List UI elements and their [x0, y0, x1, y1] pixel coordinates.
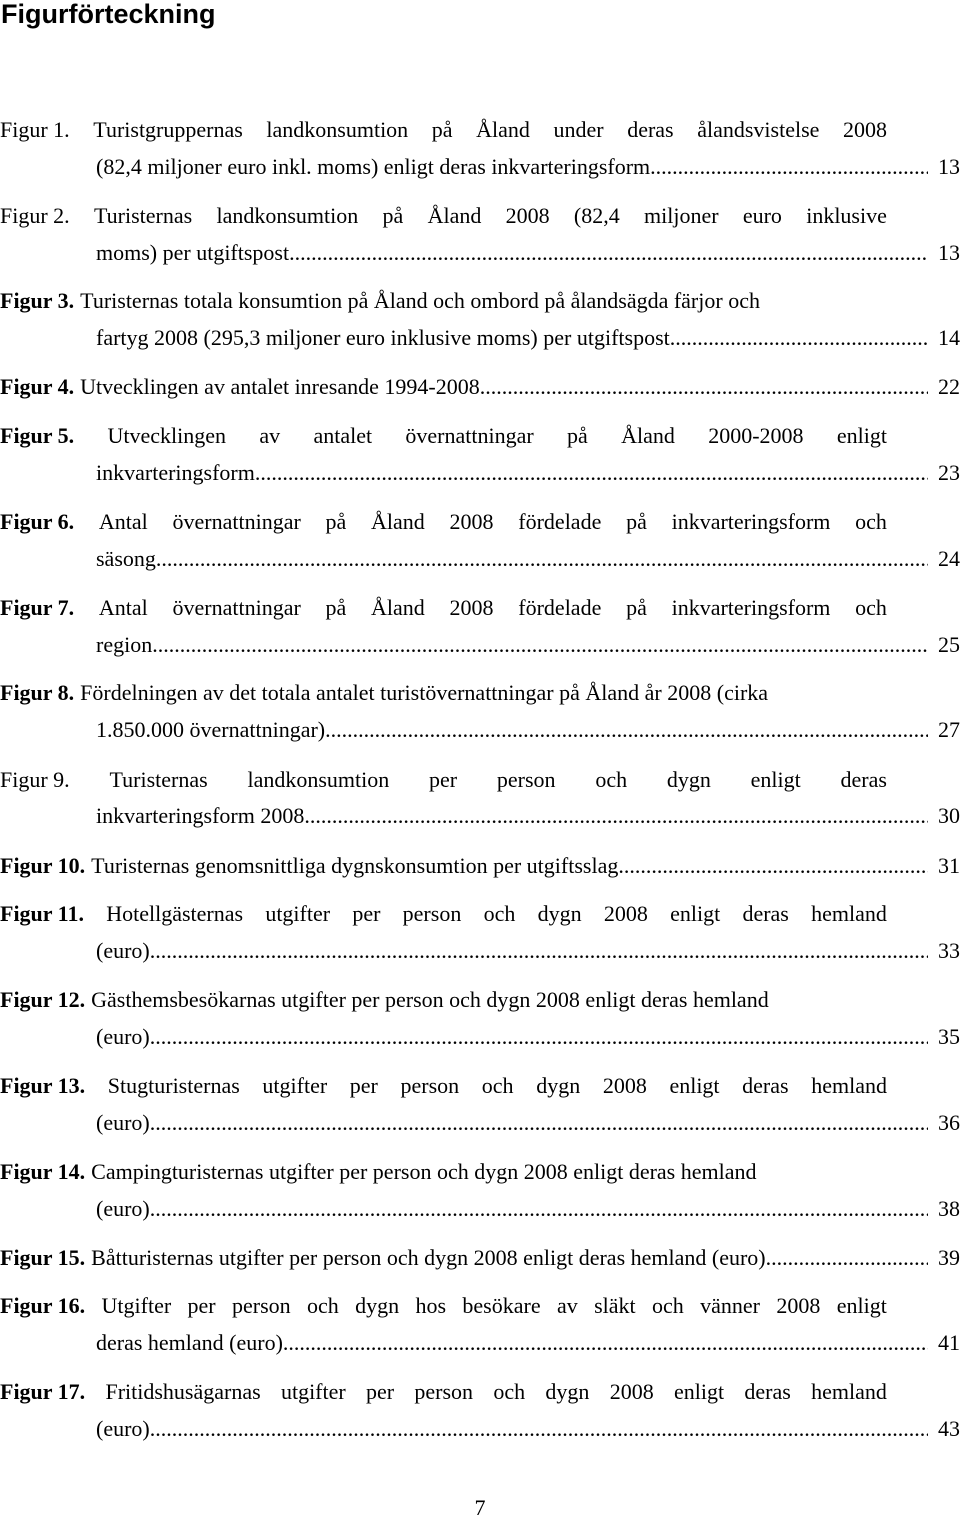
figure-title: Turisternas totala konsumtion på Åland och ombord på ålandsägda färjor och: [80, 288, 760, 313]
dot-leader: [670, 323, 928, 353]
toc-entry-leader-line: [96, 458, 960, 488]
toc-entry-title-line: [0, 678, 887, 708]
title-word: miljoner: [644, 203, 719, 228]
title-word: på: [325, 509, 347, 534]
toc-entry-title-line: [0, 421, 887, 451]
title-word: på: [382, 203, 404, 228]
toc-entry-title-line: [0, 593, 887, 623]
title-word: Utvecklingen: [107, 423, 227, 448]
title-word: på: [431, 117, 453, 142]
title-word: dygn: [355, 1293, 400, 1318]
figure-title-continued: (euro): [96, 1196, 150, 1221]
page-reference[interactable]: 41: [938, 1330, 960, 1355]
title-word: på: [626, 509, 647, 534]
title-word: dygn: [666, 767, 711, 792]
title-word: Antal: [98, 509, 148, 534]
dot-leader: [255, 458, 928, 488]
title-word: dygn: [545, 1379, 590, 1404]
page-reference[interactable]: 43: [938, 1416, 960, 1441]
page-reference[interactable]: 13: [938, 154, 960, 179]
title-word: per: [366, 1379, 395, 1404]
figure-title-continued: säsong: [96, 546, 156, 571]
dot-leader: [150, 1108, 928, 1138]
toc-entry-title-line: [0, 1157, 887, 1187]
figure-title-continued: moms) per utgiftspost.: [96, 240, 295, 265]
title-word: 2008: [776, 1293, 821, 1318]
dot-leader: [152, 630, 928, 660]
title-word: enligt: [836, 423, 887, 448]
dot-leader: [150, 1414, 928, 1444]
title-word: och: [652, 1293, 684, 1318]
title-word: Utgifter: [101, 1293, 172, 1318]
figure-title-continued: (euro): [96, 938, 150, 963]
page-reference[interactable]: 31: [938, 853, 960, 878]
toc-entry-leader-line: [96, 544, 960, 574]
figure-label: Figur 12.: [0, 987, 86, 1012]
title-word: Antal: [98, 595, 148, 620]
dot-leader: [618, 851, 928, 881]
toc-entry-leader-line: [96, 1194, 960, 1224]
page-reference[interactable]: 25: [938, 632, 960, 657]
page-reference[interactable]: 24: [938, 546, 960, 571]
title-word: ålandsvistelse: [697, 117, 820, 142]
figure-label: Figur 6.: [0, 509, 75, 534]
title-word: under: [553, 117, 604, 142]
title-word: enligt: [674, 1379, 725, 1404]
figure-title-continued: fartyg 2008 (295,3 miljoner euro inklusive moms) per utgiftspost: [96, 325, 670, 350]
title-word: av: [556, 1293, 578, 1318]
title-word: Turistgruppernas: [93, 117, 243, 142]
title-word: på: [626, 595, 647, 620]
page-reference[interactable]: 33: [938, 938, 960, 963]
dot-leader: [480, 372, 928, 402]
figure-label: Figur 2.: [0, 203, 70, 228]
title-word: dygn: [537, 901, 582, 926]
page-reference[interactable]: 36: [938, 1110, 960, 1135]
title-word: per: [349, 1073, 378, 1098]
toc-entry-leader-line: [96, 1108, 960, 1138]
figure-title-continued: inkvarteringsform 2008: [96, 803, 305, 828]
title-word: Åland: [427, 203, 482, 228]
title-word: Turisternas: [93, 203, 193, 228]
title-word: hemland: [811, 1073, 887, 1098]
dot-leader: [283, 1328, 928, 1358]
figure-label: Figur 14.: [0, 1159, 86, 1184]
title-word: Hotellgästernas: [106, 901, 244, 926]
dot-leader: [150, 1022, 928, 1052]
dot-leader: [295, 238, 928, 268]
title-word: inkvarteringsform: [671, 509, 831, 534]
title-word: person: [231, 1293, 291, 1318]
title-word: på: [325, 595, 347, 620]
toc-entry-leader-line: [96, 323, 960, 353]
title-word: och: [307, 1293, 339, 1318]
figure-title-continued: deras hemland (euro): [96, 1330, 283, 1355]
figure-title-continued: (euro): [96, 1416, 150, 1441]
figure-label: Figur 3.: [0, 288, 75, 313]
figure-label: Figur 13.: [0, 1073, 86, 1098]
title-word: enligt: [670, 901, 721, 926]
title-word: och: [595, 767, 628, 792]
title-word: 2000-2008: [708, 423, 804, 448]
title-word: Åland: [621, 423, 675, 448]
title-word: deras: [840, 767, 887, 792]
title-word: enligt: [669, 1073, 720, 1098]
title-word: släkt: [594, 1293, 636, 1318]
dot-leader: [156, 544, 928, 574]
title-word: 2008: [609, 1379, 654, 1404]
page-reference[interactable]: 35: [938, 1024, 960, 1049]
title-word: övernattningar: [172, 595, 301, 620]
figure-title: Utvecklingen av antalet inresande 1994-2008: [80, 374, 480, 399]
dot-leader: [150, 1194, 928, 1224]
page-reference[interactable]: 38: [938, 1196, 960, 1221]
figure-title: Campingturisternas utgifter per person och dygn 2008 enligt deras hemland: [91, 1159, 757, 1184]
figure-title-continued: (82,4 miljoner euro inkl. moms) enligt deras inkvarteringsform.: [96, 154, 656, 179]
figure-title-continued: inkvarteringsform: [96, 460, 255, 485]
toc-entry-title-line: [0, 115, 887, 145]
dot-leader: [766, 1243, 928, 1273]
title-word: 2008: [843, 117, 887, 142]
title-word: person: [400, 1073, 460, 1098]
title-word: hemland: [811, 1379, 887, 1404]
title-word: person: [414, 1379, 474, 1404]
toc-entry-leader-line: [96, 936, 960, 966]
toc-entry-leader-line: [96, 152, 960, 182]
toc-entry-leader-line: [0, 1243, 960, 1273]
title-word: enligt: [836, 1293, 887, 1318]
page-reference[interactable]: 13: [938, 240, 960, 265]
dot-leader: [304, 801, 928, 831]
title-word: antalet: [313, 423, 373, 448]
title-word: hemland: [811, 901, 887, 926]
title-word: enligt: [750, 767, 801, 792]
title-word: deras: [742, 901, 789, 926]
figure-title: Gästhemsbesökarnas utgifter per person och dygn 2008 enligt deras hemland: [91, 987, 769, 1012]
title-word: dygn: [536, 1073, 581, 1098]
page-reference[interactable]: 23: [938, 460, 960, 485]
toc-entry-leader-line: [0, 372, 960, 402]
title-word: (82,4: [573, 203, 620, 228]
title-word: euro: [742, 203, 782, 228]
title-word: på: [567, 423, 588, 448]
title-word: utgifter: [280, 1379, 346, 1404]
title-word: och: [481, 1073, 514, 1098]
figure-label: Figur 7.: [0, 595, 75, 620]
title-word: Fritidshusägarnas: [105, 1379, 261, 1404]
toc-entry-leader-line: [96, 801, 960, 831]
toc-entry-title-line: [0, 286, 887, 316]
title-word: utgifter: [265, 901, 331, 926]
page-reference[interactable]: 39: [938, 1245, 960, 1270]
title-word: och: [855, 595, 887, 620]
toc-entry-leader-line: [0, 851, 960, 881]
title-word: 2008: [603, 901, 648, 926]
toc-entry-title-line: [0, 1377, 887, 1407]
title-word: deras: [627, 117, 674, 142]
title-word: fördelade: [518, 509, 602, 534]
figure-title: Fördelningen av det totala antalet turistövernattningar på Åland år 2008 (cirka: [80, 680, 769, 705]
title-word: vänner: [700, 1293, 760, 1318]
title-word: och: [855, 509, 887, 534]
figure-label: Figur 10.: [0, 853, 86, 878]
title-word: Åland: [371, 595, 425, 620]
page-reference[interactable]: 27: [938, 717, 960, 742]
title-word: övernattningar: [405, 423, 534, 448]
toc-entry-leader-line: [96, 630, 960, 660]
title-word: landkonsumtion: [216, 203, 359, 228]
toc-entry-title-line: [0, 899, 887, 929]
title-word: deras: [744, 1379, 791, 1404]
title-word: och: [483, 901, 516, 926]
toc-entry-title-line: [0, 765, 887, 795]
figure-title-continued: region: [96, 632, 153, 657]
page-number: 7: [474, 1495, 486, 1520]
toc-entry-leader-line: [96, 1022, 960, 1052]
toc-entry-title-line: [0, 1071, 887, 1101]
figure-label: Figur 8.: [0, 680, 75, 705]
title-word: besökare: [462, 1293, 541, 1318]
title-word: Åland: [371, 509, 425, 534]
title-word: 2008: [602, 1073, 647, 1098]
title-word: 2008: [449, 595, 494, 620]
title-word: fördelade: [518, 595, 602, 620]
title-word: Åland: [476, 117, 530, 142]
title-word: landkonsumtion: [266, 117, 409, 142]
title-word: inkvarteringsform: [671, 595, 831, 620]
dot-leader: [325, 715, 928, 745]
figure-label: Figur 11.: [0, 901, 84, 926]
toc-entry-leader-line: [96, 1414, 960, 1444]
toc-entry-leader-line: [96, 715, 960, 745]
dot-leader: [656, 152, 928, 182]
figure-title: Turisternas genomsnittliga dygnskonsumtion per utgiftsslag: [91, 853, 619, 878]
title-word: Stugturisternas: [107, 1073, 240, 1098]
figure-label: Figur 5.: [0, 423, 75, 448]
dot-leader: [150, 936, 928, 966]
figure-label: Figur 16.: [0, 1293, 86, 1318]
page-reference[interactable]: 30: [938, 803, 960, 828]
title-word: inklusive: [806, 203, 887, 228]
figure-label: Figur 1.: [0, 117, 70, 142]
title-word: utgifter: [262, 1073, 328, 1098]
page-reference[interactable]: 22: [938, 374, 960, 399]
figure-title: Båtturisternas utgifter per person och dygn 2008 enligt deras hemland (euro): [91, 1245, 766, 1270]
title-word: och: [493, 1379, 526, 1404]
title-word: person: [402, 901, 462, 926]
toc-entry-leader-line: [96, 238, 960, 268]
page-title: Figurförteckning: [1, 0, 216, 29]
figure-label: Figur 4.: [0, 374, 75, 399]
title-word: hos: [415, 1293, 447, 1318]
page-reference[interactable]: 14: [938, 325, 960, 350]
toc-entry-leader-line: [96, 1328, 960, 1358]
figure-label: Figur 15.: [0, 1245, 86, 1270]
title-word: deras: [742, 1073, 789, 1098]
figure-label: Figur 9.: [0, 767, 70, 792]
title-word: Turisternas: [109, 767, 208, 792]
toc-entry-title-line: [0, 1291, 887, 1321]
title-word: 2008: [449, 509, 494, 534]
title-word: per: [187, 1293, 216, 1318]
toc-entry-title-line: [0, 201, 887, 231]
title-word: 2008: [505, 203, 550, 228]
title-word: person: [496, 767, 556, 792]
title-word: övernattningar: [172, 509, 301, 534]
figure-label: Figur 17.: [0, 1379, 86, 1404]
toc-entry-title-line: [0, 507, 887, 537]
figure-title-continued: (euro): [96, 1110, 150, 1135]
figure-title-continued: 1.850.000 övernattningar): [96, 717, 326, 742]
toc-entry-title-line: [0, 985, 887, 1015]
title-word: per: [352, 901, 381, 926]
figure-title-continued: (euro): [96, 1024, 150, 1049]
title-word: per: [429, 767, 458, 792]
title-word: landkonsumtion: [247, 767, 390, 792]
title-word: av: [259, 423, 281, 448]
